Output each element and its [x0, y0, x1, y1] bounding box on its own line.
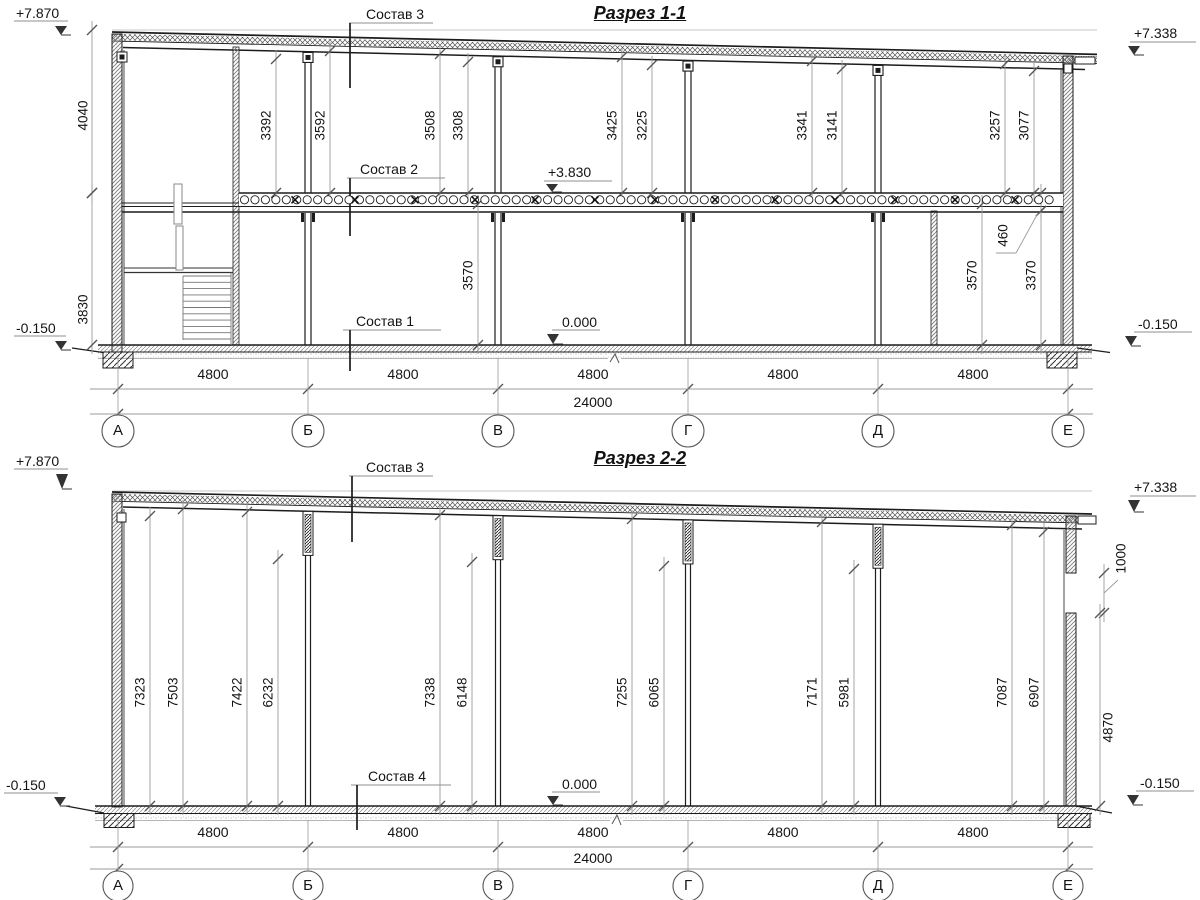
- dim-label: 6232: [260, 677, 276, 708]
- slab-core-circle: [449, 196, 457, 204]
- level-arrow-icon: [56, 474, 68, 489]
- slab-core-circle: [721, 196, 729, 204]
- level-arrow-icon: [546, 184, 558, 192]
- slab-core-circle: [460, 196, 468, 204]
- foundation-left: [104, 814, 134, 828]
- total-dim-label: 24000: [573, 850, 613, 866]
- section-2-title: Разрез 2-2: [593, 448, 687, 468]
- grid-bubble-label: Е: [1062, 877, 1073, 894]
- column-corbel: [502, 213, 505, 222]
- slab-core-circle: [387, 196, 395, 204]
- span-dim-label: 4800: [577, 824, 609, 840]
- column-corbel: [692, 213, 695, 222]
- slab-core-circle: [282, 196, 290, 204]
- wall-anchor-detail-right: [1064, 64, 1072, 73]
- grid-bubble-label: Д: [872, 422, 884, 439]
- section-1-title: Разрез 1-1: [593, 3, 687, 23]
- slab-core-circle: [418, 196, 426, 204]
- slab-core-circle: [920, 196, 928, 204]
- span-dim-label: 4800: [387, 366, 419, 382]
- slab-core-circle: [324, 196, 332, 204]
- dim-label: 7087: [994, 677, 1010, 708]
- grid-bubble-label: Г: [683, 422, 693, 439]
- grid-bubble-label: Е: [1062, 422, 1073, 439]
- level-arrow-icon: [1128, 46, 1140, 55]
- dim-label: 3225: [634, 110, 650, 141]
- dim-label: 5981: [836, 677, 852, 708]
- level-label: +7.338: [1134, 479, 1178, 495]
- dim-label: 3392: [258, 110, 274, 141]
- dim-label: 7323: [132, 677, 148, 708]
- slab-core-circle: [543, 196, 551, 204]
- slab-core-circle: [1035, 196, 1043, 204]
- slab-core-circle: [700, 196, 708, 204]
- slab-core-circle: [794, 196, 802, 204]
- level-label: -0.150: [6, 777, 46, 793]
- slab-core-circle: [240, 196, 248, 204]
- dim-label: 4040: [75, 100, 91, 131]
- slab-core-circle: [899, 196, 907, 204]
- dim-label: 3341: [794, 110, 810, 141]
- stair-railing: [174, 184, 182, 224]
- grid-bubble-label: Б: [303, 422, 313, 439]
- level-label: -0.150: [1140, 775, 1180, 791]
- wall-anchor-core: [120, 55, 125, 60]
- dim-label: 3830: [75, 294, 91, 325]
- ground-floor-partition-wall: [931, 211, 937, 345]
- slab-core-circle: [1045, 196, 1053, 204]
- stair-railing: [176, 226, 183, 270]
- slab-core-circle: [679, 196, 687, 204]
- dim-label: 3257: [987, 110, 1003, 141]
- level-label: -0.150: [16, 320, 56, 336]
- slab-core-circle: [575, 196, 583, 204]
- slab-core-circle: [763, 196, 771, 204]
- slab-core-circle: [429, 196, 437, 204]
- level-arrow-icon: [1125, 336, 1137, 346]
- composition-label: Состав 3: [366, 6, 425, 22]
- composition-label: Состав 3: [366, 459, 425, 475]
- roof-edge-block: [1075, 57, 1095, 64]
- dim-label: 6907: [1026, 677, 1042, 708]
- dim-label: 7255: [614, 677, 630, 708]
- column-corbel: [491, 213, 494, 222]
- ground-slab-hatch: [98, 345, 1092, 352]
- ground-underlay-dots: [98, 353, 1092, 359]
- grid-bubble-label: Г: [683, 877, 693, 894]
- level-arrow-icon: [547, 334, 559, 344]
- slab-core-circle: [815, 196, 823, 204]
- dim-label: 7503: [165, 677, 181, 708]
- level-label: 0.000: [562, 314, 598, 330]
- span-dim-label: 4800: [197, 366, 229, 382]
- span-dim-label: 4800: [767, 824, 799, 840]
- grid-bubble-label: А: [112, 422, 123, 439]
- slab-core-circle: [376, 196, 384, 204]
- slab-core-circle: [982, 196, 990, 204]
- slab-core-circle: [742, 196, 750, 204]
- slab-core-circle: [606, 196, 614, 204]
- slab-core-circle: [627, 196, 635, 204]
- grid-bubble-label: В: [492, 877, 503, 894]
- roof-slab-bottom-line: [112, 41, 1097, 63]
- slab-core-circle: [867, 196, 875, 204]
- slab-core-circle: [251, 196, 259, 204]
- grid-bubble-label: В: [492, 422, 503, 439]
- roof-slab-bottom-line: [112, 501, 1092, 523]
- level-label: +7.870: [16, 5, 60, 21]
- composition-label: Состав 4: [368, 768, 427, 784]
- slab-core-circle: [847, 196, 855, 204]
- stair-partition-wall: [233, 47, 239, 345]
- slab-core-circle: [491, 196, 499, 204]
- column-corbel: [301, 213, 304, 222]
- column-head-core: [685, 523, 691, 561]
- dim-label: 3308: [450, 110, 466, 141]
- slab-core-circle: [355, 196, 363, 204]
- slab-core-circle: [732, 196, 740, 204]
- slab-core-circle: [878, 196, 886, 204]
- slab-core-circle: [397, 196, 405, 204]
- span-dim-label: 4800: [197, 824, 229, 840]
- span-dim-label: 4800: [957, 824, 989, 840]
- level-arrow-icon: [54, 797, 66, 806]
- column-head-core: [876, 68, 881, 73]
- slab-core-circle: [658, 196, 666, 204]
- wall-right-lower: [1066, 613, 1076, 806]
- slab-core-circle: [669, 196, 677, 204]
- dim-label: 7422: [229, 677, 245, 708]
- slab-core-circle: [805, 196, 813, 204]
- dim-label: 460: [995, 224, 1011, 247]
- slab-core-circle: [638, 196, 646, 204]
- column-corbel: [312, 213, 315, 222]
- total-dim-label: 24000: [573, 394, 613, 410]
- composition-label: Состав 1: [356, 313, 415, 329]
- slab-core-circle: [784, 196, 792, 204]
- dim-label: 7338: [422, 677, 438, 708]
- column-head-core: [495, 519, 501, 557]
- span-dim-label: 4800: [387, 824, 419, 840]
- foundation-right: [1058, 814, 1090, 828]
- wall-left: [112, 494, 122, 807]
- level-label: 0.000: [562, 776, 598, 792]
- grid-bubble-label: А: [112, 877, 123, 894]
- slab-core-circle: [961, 196, 969, 204]
- wall-right: [1063, 56, 1073, 345]
- wall-anchor-detail: [117, 513, 126, 522]
- dim-label: 3592: [312, 110, 328, 141]
- grid-bubble-label: Д: [872, 877, 884, 894]
- dim-label: 6148: [454, 677, 470, 708]
- slab-core-circle: [366, 196, 374, 204]
- roof-edge-block: [1078, 516, 1096, 524]
- dim-label: 3425: [604, 110, 620, 141]
- foundation-right: [1047, 352, 1077, 368]
- slab-core-circle: [439, 196, 447, 204]
- slab-core-circle: [617, 196, 625, 204]
- column-head-core: [686, 64, 691, 69]
- slab-core-circle: [564, 196, 572, 204]
- slab-core-circle: [752, 196, 760, 204]
- slab-core-circle: [272, 196, 280, 204]
- slab-core-circle: [554, 196, 562, 204]
- dim-label: 1000: [1113, 543, 1129, 574]
- level-arrow-icon: [547, 796, 559, 805]
- dim-label: 3570: [964, 260, 980, 291]
- slab-core-circle: [523, 196, 531, 204]
- slab-core-circle: [1024, 196, 1032, 204]
- grid-bubble-label: Б: [303, 877, 313, 894]
- slab-core-circle: [293, 196, 301, 204]
- column-corbel: [681, 213, 684, 222]
- dim-label: 3570: [460, 260, 476, 291]
- level-arrow-icon: [55, 341, 67, 350]
- dim-label: 3077: [1016, 110, 1032, 141]
- span-dim-label: 4800: [767, 366, 799, 382]
- dim-label: 7171: [804, 677, 820, 708]
- level-arrow-icon: [1128, 500, 1140, 512]
- column-head-core: [305, 514, 311, 552]
- level-arrow-icon: [55, 26, 67, 35]
- floor-underlay-dots: [95, 814, 1092, 820]
- dim-label: 3370: [1023, 260, 1039, 291]
- column-corbel: [871, 213, 874, 222]
- slab-core-circle: [857, 196, 865, 204]
- slab-core-circle: [303, 196, 311, 204]
- level-label: +3.830: [548, 164, 592, 180]
- level-label: +7.870: [16, 453, 60, 469]
- composition-label: Состав 2: [360, 161, 419, 177]
- wall-right-upper: [1066, 516, 1076, 573]
- column-head-core: [306, 55, 311, 60]
- slab-core-circle: [334, 196, 342, 204]
- level-label: -0.150: [1138, 316, 1178, 332]
- span-dim-label: 4800: [577, 366, 609, 382]
- span-dim-label: 4800: [957, 366, 989, 382]
- dim-label: 3141: [824, 110, 840, 141]
- floor-slab-hatch: [95, 806, 1092, 814]
- dim-label: 4870: [1100, 712, 1116, 743]
- wall-left: [112, 34, 122, 352]
- level-label: +7.338: [1134, 25, 1178, 41]
- slab-core-circle: [512, 196, 520, 204]
- column-head-core: [496, 59, 501, 64]
- level-arrow-icon: [1127, 795, 1139, 805]
- slab-core-circle: [502, 196, 510, 204]
- slab-core-circle: [941, 196, 949, 204]
- slab-core-circle: [972, 196, 980, 204]
- dim-label: 6065: [646, 677, 662, 708]
- slab-core-circle: [909, 196, 917, 204]
- slab-core-circle: [481, 196, 489, 204]
- column-corbel: [882, 213, 885, 222]
- slab-core-circle: [261, 196, 269, 204]
- slab-core-circle: [690, 196, 698, 204]
- dim-label: 3508: [422, 110, 438, 141]
- slab-core-circle: [314, 196, 322, 204]
- slab-core-circle: [930, 196, 938, 204]
- column-head-core: [875, 527, 881, 565]
